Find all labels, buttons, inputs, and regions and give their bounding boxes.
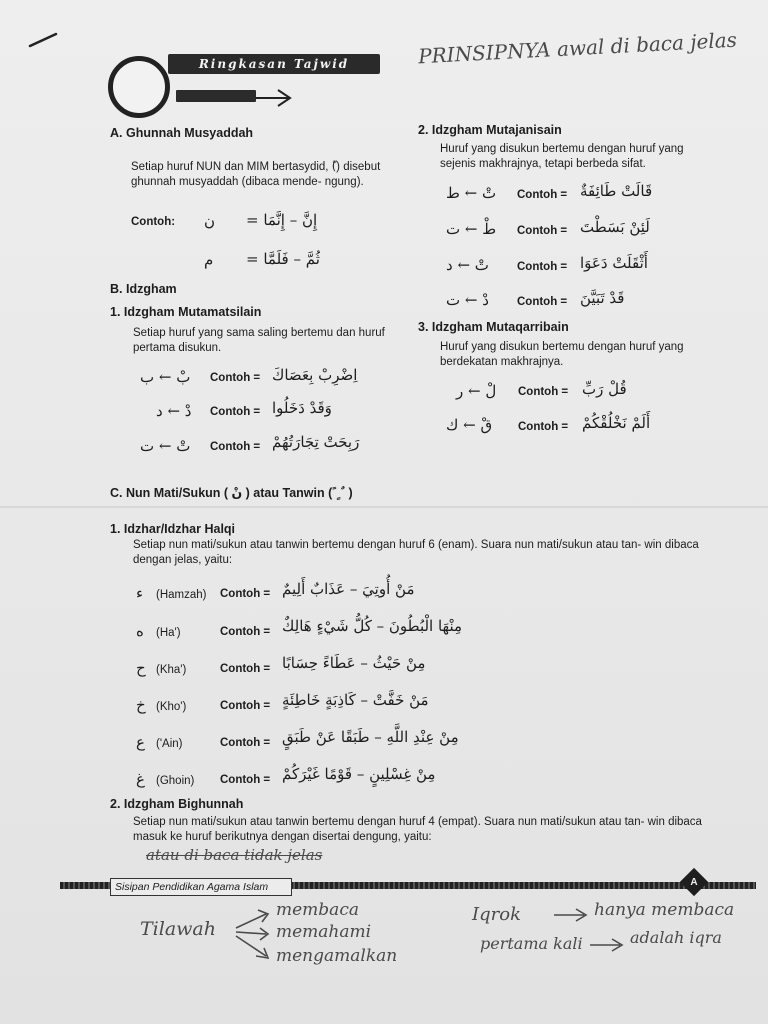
c1-row5-letter: ع bbox=[136, 733, 145, 751]
handwritten-strikethrough: atau di baca tidak jelas bbox=[146, 846, 323, 864]
handwritten-item-3: mengamalkan bbox=[276, 946, 398, 966]
handwritten-arrow-icon bbox=[552, 906, 590, 922]
b3-row2-label: Contoh = bbox=[518, 421, 569, 433]
handwritten-item-1: membaca bbox=[276, 900, 359, 920]
handwritten-hanya-membaca: hanya membaca bbox=[594, 900, 735, 920]
section-c2-title: 2. Idzgham Bighunnah bbox=[110, 797, 244, 811]
section-a-example-2-letter: م bbox=[204, 251, 214, 269]
b1-row2-rule: دْ ← د bbox=[156, 402, 192, 420]
b2-row1-label: Contoh = bbox=[517, 189, 568, 201]
handwritten-arrow-icon-2 bbox=[588, 936, 626, 952]
section-c-title: C. Nun Mati/Sukun ( نْ ) atau Tanwin ( ً ٍ ٌ ) bbox=[110, 486, 353, 500]
b2-row1-example: قَالَتْ طَائِفَةٌ bbox=[580, 182, 653, 200]
b2-row3-example: أَثْقَلَتْ دَعَوَا bbox=[580, 254, 648, 272]
c1-row5-example: مِنْ عِنْدِ اللَّهِ – طَبَقًا عَنْ طَبَقٍ bbox=[282, 728, 459, 746]
c1-row2-name: (Ha') bbox=[156, 627, 181, 639]
handwritten-item-2: memahami bbox=[276, 922, 372, 942]
section-a-desc: Setiap huruf NUN dan MIM bertasydid, (ّ) disebut ghunnah musyaddah (dibaca mende- ngung). bbox=[131, 161, 381, 188]
section-c1-desc: Setiap nun mati/sukun atau tanwin bertemu dengan huruf 6 (enam). Suara nun mati/sukun atau tan- win dibaca dengan jelas, yaitu: bbox=[133, 539, 699, 566]
handwritten-pertama-kali: pertama kali bbox=[480, 934, 583, 953]
c1-row4-example: مَنْ خَفَّتْ – كَاذِبَةٍ خَاطِئَةٍ bbox=[282, 691, 429, 709]
c1-row6-label: Contoh = bbox=[220, 774, 271, 786]
b2-row3-rule: تْ ← د bbox=[446, 256, 489, 274]
c1-row3-letter: ح bbox=[136, 659, 146, 677]
c1-row1-label: Contoh = bbox=[220, 588, 271, 600]
section-a-example-2-text: ثُمَّ – فَلَمَّا = bbox=[246, 250, 320, 268]
section-a-example-1-text: إِنَّ – إِنَّمَا = bbox=[246, 211, 318, 229]
b2-row4-rule: دْ ← ت bbox=[446, 291, 489, 309]
b1-row1-example: اِضْرِبْ بِعَصَاكَ bbox=[272, 366, 358, 384]
arrow-icon bbox=[254, 84, 294, 108]
c1-row6-name: (Ghoin) bbox=[156, 775, 195, 787]
logo-ring-icon bbox=[108, 56, 170, 118]
section-b3-title: 3. Idzgham Mutaqarribain bbox=[418, 320, 569, 334]
b2-row1-rule: تْ ← ط bbox=[446, 184, 497, 202]
b2-row2-example: لَئِنْ بَسَطْتَ bbox=[580, 218, 650, 236]
section-b1-title: 1. Idzgham Mutamatsilain bbox=[110, 305, 262, 319]
page-mark: A bbox=[690, 877, 698, 888]
section-c2-desc: Setiap nun mati/sukun atau tanwin bertemu dengan huruf 4 (empat). Suara nun mati/sukun atau tan- win dibaca masuk ke huruf berikutnya dengan disertai dengung, yaitu: bbox=[133, 816, 702, 843]
c1-row2-label: Contoh = bbox=[220, 626, 271, 638]
b1-row3-label: Contoh = bbox=[210, 441, 261, 453]
c1-row5-label: Contoh = bbox=[220, 737, 271, 749]
b3-row1-example: قُلْ رَبِّ bbox=[582, 380, 627, 398]
b1-row1-rule: بْ ← ب bbox=[140, 368, 191, 386]
b1-row3-rule: تْ ← ت bbox=[140, 437, 191, 455]
b2-row3-label: Contoh = bbox=[517, 261, 568, 273]
c1-row6-example: مِنْ غِسْلِينٍ – قَوْمًا غَيْرَكُمْ bbox=[282, 765, 436, 783]
c1-row4-letter: خ bbox=[136, 696, 146, 714]
b3-row1-label: Contoh = bbox=[518, 386, 569, 398]
banner-sub-bar bbox=[176, 90, 256, 102]
c1-row3-label: Contoh = bbox=[220, 663, 271, 675]
b1-row3-example: رَبِحَتْ تِجَارَتُهُمْ bbox=[272, 433, 360, 451]
c1-row4-label: Contoh = bbox=[220, 700, 271, 712]
b1-row1-label: Contoh = bbox=[210, 372, 261, 384]
b3-row2-example: أَلَمْ نَخْلُقْكُمْ bbox=[582, 414, 651, 432]
pen-mark bbox=[28, 30, 60, 50]
c1-row3-example: مِنْ حَيْثُ – عَطَاءً حِسَابًا bbox=[282, 654, 426, 672]
handwritten-iqrok: Iqrok bbox=[472, 904, 521, 925]
c1-row2-example: مِنْهَا الْبُطُونَ – كُلُّ شَيْءٍ هَالِكٌ bbox=[282, 617, 463, 635]
section-a-contoh-label: Contoh: bbox=[131, 216, 176, 228]
c1-row4-name: (Kho') bbox=[156, 701, 187, 713]
c1-row3-name: (Kha') bbox=[156, 664, 187, 676]
page-fold-line bbox=[0, 506, 768, 508]
b3-row2-rule: قْ ← ك bbox=[446, 416, 493, 434]
c1-row1-letter: ء bbox=[136, 584, 144, 602]
b2-row4-label: Contoh = bbox=[517, 296, 568, 308]
b1-row2-label: Contoh = bbox=[210, 406, 261, 418]
c1-row6-letter: غ bbox=[136, 770, 145, 788]
section-b2-title: 2. Idzgham Mutajanisain bbox=[418, 123, 562, 137]
section-b2-desc: Huruf yang disukun bertemu dengan huruf yang sejenis makhrajnya, tetapi berbeda sifat. bbox=[440, 143, 684, 170]
section-a-example-1-letter: ن bbox=[204, 212, 216, 230]
section-c1-title: 1. Idzhar/Idzhar Halqi bbox=[110, 522, 236, 536]
c1-row5-name: ('Ain) bbox=[156, 738, 183, 750]
b2-row2-rule: طْ ← ت bbox=[446, 220, 497, 238]
handwritten-arrows-icon bbox=[232, 904, 276, 966]
c1-row2-letter: ه bbox=[136, 622, 144, 640]
handwritten-adalah-iqra: adalah iqra bbox=[630, 928, 722, 947]
b2-row2-label: Contoh = bbox=[517, 225, 568, 237]
c1-row1-name: (Hamzah) bbox=[156, 589, 207, 601]
b3-row1-rule: لْ ← ر bbox=[456, 382, 497, 400]
b2-row4-example: قَدْ تَبَيَّنَ bbox=[580, 289, 625, 307]
banner-title: Ringkasan Tajwid bbox=[168, 54, 380, 74]
b1-row2-example: وَقَدْ دَخَلُوا bbox=[272, 399, 332, 417]
footer-label: Sisipan Pendidikan Agama Islam bbox=[110, 878, 292, 896]
section-b1-desc: Setiap huruf yang sama saling bertemu dan huruf pertama disukun. bbox=[133, 327, 385, 354]
section-a-title: A. Ghunnah Musyaddah bbox=[110, 126, 254, 140]
handwritten-note-top: PRINSIPNYA awal di baca jelas bbox=[417, 27, 738, 69]
c1-row1-example: مَنْ أُوتِيَ – عَذَابٌ أَلِيمٌ bbox=[282, 580, 415, 598]
handwritten-tilawah: Tilawah bbox=[140, 918, 216, 940]
section-b-title: B. Idzgham bbox=[110, 282, 177, 296]
section-b3-desc: Huruf yang disukun bertemu dengan huruf yang berdekatan makhrajnya. bbox=[440, 341, 684, 368]
